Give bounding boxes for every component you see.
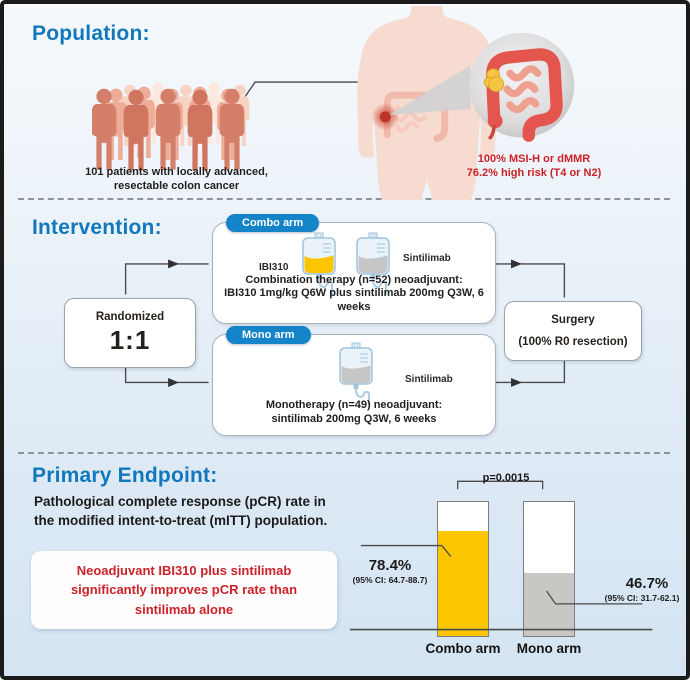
mono-arm-bar-fill (524, 573, 574, 636)
connector-top-right (488, 264, 564, 298)
mono-description (213, 399, 495, 426)
endpoint-desc-line1: Pathological complete response (pCR) rate in (34, 494, 326, 509)
sintilimab-iv-bag-icon (328, 342, 384, 406)
combo-arm-badge: Combo arm (226, 214, 319, 232)
randomized-label: Randomized (95, 310, 165, 323)
primary-endpoint-heading: Primary Endpoint: (32, 464, 218, 487)
mono-ci-label: (95% CI: 31.7-62.1) (604, 593, 680, 603)
section-divider-2 (18, 452, 670, 454)
sintilimab-label-combo: Sintilimab (403, 253, 451, 264)
mono-arm-box (212, 329, 496, 436)
mono-desc-line1: Monotherapy (n=49) neoadjuvant: (265, 399, 443, 411)
mono-arm-badge: Mono arm (226, 326, 311, 344)
surgery-label: Surgery (551, 314, 595, 326)
conclusion-highlight-box (31, 551, 337, 629)
highlight-line2: significantly improves pCR rate than (70, 582, 298, 598)
combo-desc-line2: IBI310 1mg/kg Q6W plus sintilimab 200mg Q3W, 6 weeks (224, 287, 484, 313)
surgery-detail: (100% R0 resection) (518, 336, 628, 348)
p-value-label: p=0.0015 (482, 472, 530, 484)
surgery-box (504, 301, 642, 361)
crowd-caption (59, 166, 294, 193)
combo-desc-line1: Combination therapy (n=52) neoadjuvant: (245, 273, 463, 286)
patient-crowd-icon (92, 50, 262, 172)
combo-value-label: 78.4% (368, 557, 412, 574)
combo-axis-label: Combo arm (425, 641, 501, 656)
mono-arm-bar (523, 501, 575, 637)
mono-axis-label: Mono arm (516, 641, 582, 656)
highlight-line3: sintilimab alone (134, 601, 234, 617)
randomized-box (64, 298, 196, 368)
combo-arm-box (212, 217, 496, 324)
stats-msi: 100% MSI-H or dMMR (477, 153, 591, 165)
ibi310-label: IBI310 (259, 262, 289, 273)
randomized-ratio: 1:1 (109, 324, 151, 355)
population-stats (429, 152, 639, 180)
endpoint-desc-line2: the modified intent-to-treat (mITT) population. (34, 512, 328, 528)
population-heading: Population: (32, 22, 150, 45)
tumor-spot (380, 111, 391, 122)
endpoint-description (34, 493, 374, 530)
crowd-caption-line1: 101 patients with locally advanced, (85, 166, 268, 178)
combo-ci-label: (95% CI: 64.7-88.7) (352, 575, 428, 585)
connector-top-left (126, 264, 209, 295)
combo-arm-bar (437, 501, 489, 637)
intervention-heading: Intervention: (32, 216, 162, 239)
sintilimab-label-mono: Sintilimab (405, 374, 453, 385)
highlight-line1: Neoadjuvant IBI310 plus sintilimab (76, 562, 292, 578)
crowd-caption-line2: resectable colon cancer (113, 179, 240, 192)
stats-risk: 76.2% high risk (T4 or N2) (466, 167, 602, 179)
mono-desc-line2: sintilimab 200mg Q3W, 6 weeks (271, 412, 437, 425)
mono-value-label: 46.7% (625, 575, 669, 592)
combo-description (213, 274, 495, 315)
